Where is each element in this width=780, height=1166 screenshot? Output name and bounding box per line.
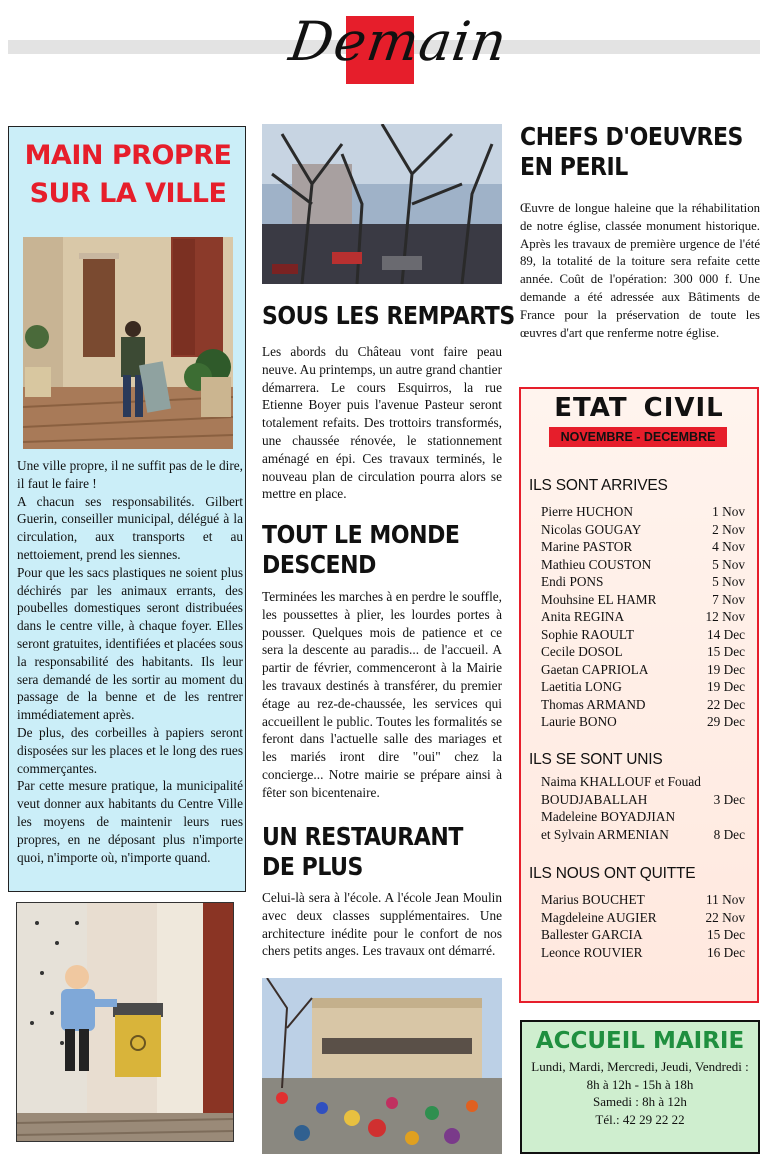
- paragraph: Une ville propre, il ne suffit pas de le dire, il faut le faire !: [17, 458, 243, 491]
- person-name: Marius BOUCHET: [541, 892, 645, 907]
- list-item: [541, 556, 745, 574]
- article-chefs-body: Œuvre de longue haleine que la réhabilitation de notre église, classée monument historique. Après les travaux de première urgence de l'été 89, la totalité de la toiture sera refaite cette année. Coût de l'opération: 300 000 f. Une demande a été adressée aux Bâtiments de France pour la préservation de toute les œuvres d'art que renferme notre église.: [520, 201, 760, 340]
- article-remparts-title: SOUS LES REMPARTS: [262, 301, 515, 330]
- article-main-propre: [8, 126, 246, 892]
- person-name: Laurie BONO: [541, 714, 617, 729]
- event-date: 29 Dec: [706, 714, 745, 729]
- marriage-names: Madeleine BOYADJIAN: [541, 809, 676, 824]
- saturday-hours: Samedi : 8h à 12h: [593, 1094, 687, 1109]
- list-item: [541, 591, 745, 609]
- event-date: 15 Dec: [706, 927, 745, 942]
- births-heading: ILS SONT ARRIVES: [529, 477, 668, 494]
- event-date: 14 Dec: [706, 626, 745, 642]
- person-name: Leonce ROUVIER: [541, 944, 643, 960]
- list-item: [541, 713, 745, 731]
- list-item: [541, 791, 745, 809]
- accueil-mairie-panel: [520, 1020, 760, 1154]
- person-name: Mathieu COUSTON: [541, 556, 652, 572]
- list-item: [541, 573, 745, 591]
- photo-child-with-bin: [16, 902, 234, 1142]
- list-item: [541, 503, 745, 521]
- opening-hours: 8h à 12h - 15h à 18h: [586, 1076, 694, 1092]
- deaths-list: [541, 891, 745, 961]
- event-date: 19 Dec: [706, 661, 745, 677]
- title-line-2: EN PERIL: [520, 152, 628, 181]
- title-line-2: SUR LA VILLE: [29, 178, 227, 209]
- marriages-list: [541, 773, 745, 843]
- list-item: [541, 608, 745, 626]
- etat-civil-period: NOVEMBRE - DECEMBRE: [549, 427, 727, 447]
- event-date: 2 Nov: [712, 521, 745, 537]
- event-date: 5 Nov: [712, 556, 745, 572]
- logo: Demain: [285, 10, 512, 73]
- event-date: 11 Nov: [705, 892, 745, 907]
- list-item: [541, 926, 745, 944]
- person-name: Anita REGINA: [541, 609, 625, 624]
- person-name: Sophie RAOULT: [541, 626, 634, 642]
- person-name: Mouhsine EL HAMR: [541, 591, 657, 607]
- opening-days: Lundi, Mardi, Mercredi, Jeudi, Vendredi :: [531, 1059, 749, 1074]
- list-item: [541, 826, 745, 844]
- event-date: 1 Nov: [712, 504, 745, 519]
- paragraph: A chacun ses responsabilités. Gilbert Guerin, conseiller municipal, délégué à la circulation, aux transports et au nettoiement, prend les siennes.: [17, 493, 243, 562]
- phone-number: Tél.: 42 29 22 22: [595, 1111, 685, 1127]
- person-name: Endi PONS: [541, 574, 604, 589]
- article-chefs-title: [520, 122, 743, 182]
- event-date: 19 Dec: [706, 679, 745, 694]
- list-item: [541, 891, 745, 909]
- list-item: [541, 944, 745, 962]
- list-item: [541, 661, 745, 679]
- title-line-1: TOUT LE MONDE: [262, 520, 460, 549]
- event-date: 16 Dec: [706, 944, 745, 960]
- marriage-names: Naima KHALLOUF et Fouad: [541, 774, 701, 789]
- article-resto-body: Celui-là sera à l'école. A l'école Jean Moulin avec deux classes supplémentaires. Une architecture inédite pour le confort de nos chers petits anges. Les travaux ont démarré.: [262, 890, 502, 959]
- event-date: 12 Nov: [705, 609, 745, 624]
- list-item: [541, 626, 745, 644]
- photo-man-with-bin: [23, 237, 233, 449]
- deaths-heading: ILS NOUS ONT QUITTE: [529, 865, 696, 882]
- title-line-1: MAIN PROPRE: [24, 140, 232, 171]
- person-name: Cecile DOSOL: [541, 644, 623, 659]
- etat-civil-title: ETAT CIVIL: [554, 393, 724, 423]
- event-date: 22 Dec: [706, 696, 745, 712]
- event-date: 22 Nov: [705, 909, 745, 925]
- title-line-2: DE PLUS: [262, 852, 363, 881]
- title-line-1: CHEFS D'OEUVRES: [520, 122, 743, 151]
- person-name: Laetitia LONG: [541, 679, 622, 694]
- list-item: [541, 643, 745, 661]
- accueil-title: ACCUEIL MAIRIE: [535, 1028, 745, 1054]
- person-name: Thomas ARMAND: [541, 696, 646, 712]
- person-name: Ballester GARCIA: [541, 927, 643, 942]
- marriage-names: et Sylvain ARMENIAN: [541, 826, 669, 842]
- marriages-heading: ILS SE SONT UNIS: [529, 751, 663, 768]
- list-item: [541, 521, 745, 539]
- event-date: 5 Nov: [712, 574, 745, 589]
- paragraph: Pour que les sacs plastiques ne soient plus déchirés par les animaux errants, des poubelles domestiques seront distribuées dans le centre ville, à chaque foyer. Elles seront gratuites, identifiées et placées sous la responsabilité des habitants. Ils leur sera demandé de les sortir au moment du passage de la benne et de les rentrer immédiatement après.: [17, 564, 243, 723]
- event-date: 15 Dec: [706, 644, 745, 659]
- births-list: [541, 503, 745, 731]
- photo-school-yard: [262, 978, 502, 1154]
- photo-plane-trees: [262, 124, 502, 284]
- article-resto-title: [262, 822, 463, 882]
- person-name: Pierre HUCHON: [541, 504, 633, 519]
- person-name: Nicolas GOUGAY: [541, 521, 642, 537]
- article-remparts-body: Les abords du Château vont faire peau neuve. Au printemps, un autre grand chantier démarrera. Le cours Esquirros, la rue Etienne Boyer puis l'avenue Pasteur seront totalement refaits. Des trottoirs transformés, une chaussée rénovée, le stationnement aménagé en épi. Ces travaux terminés, le nouveau plan de circulation pourra alors se mettre en place.: [262, 344, 503, 502]
- event-date: 3 Dec: [713, 791, 745, 807]
- list-item: [541, 909, 745, 927]
- article-monde-body: Terminées les marches à en perdre le souffle, les poussettes à plier, les lourdes portes à pousser. Quelques mois de patience et ce sera la descente au paradis... de l'accueil. A partir de février, commenceront à la Mairie les travaux destinés à transférer, du premier étage au rez-de-chaussée, les services qui accueillent le public. Toutes les formalités se feront dans l'actuelle salle des mariages et les mariés iront dire "oui" chez la concierge... Notre mairie se prépare ainsi à fêter son bicentenaire.: [262, 589, 502, 800]
- person-name: Magdeleine AUGIER: [541, 909, 657, 925]
- title-line-2: DESCEND: [262, 550, 376, 579]
- person-name: Marine PASTOR: [541, 539, 633, 554]
- person-name: Gaetan CAPRIOLA: [541, 661, 649, 677]
- article-main-body: [17, 457, 243, 866]
- event-date: 8 Dec: [713, 826, 745, 842]
- title-line-1: UN RESTAURANT: [262, 822, 463, 851]
- marriage-names: BOUDJABALLAH: [541, 791, 648, 807]
- paragraph: Par cette mesure pratique, la municipalité veut donner aux habitants du Centre Ville les moyens de maintenir leurs rues propres, en ne déposant plus n'importe quoi, n'importe où, n'importe quand.: [17, 778, 243, 865]
- paragraph: De plus, des corbeilles à papiers seront disposées sur les places et le long des rues commerçantes.: [17, 724, 243, 776]
- article-monde-title: [262, 520, 460, 580]
- list-item: [541, 696, 745, 714]
- article-main-title: [9, 137, 247, 213]
- event-date: 4 Nov: [712, 539, 745, 554]
- etat-civil-panel: [519, 387, 759, 1003]
- list-item: [541, 678, 745, 696]
- list-item: [541, 538, 745, 556]
- event-date: 7 Nov: [712, 591, 745, 607]
